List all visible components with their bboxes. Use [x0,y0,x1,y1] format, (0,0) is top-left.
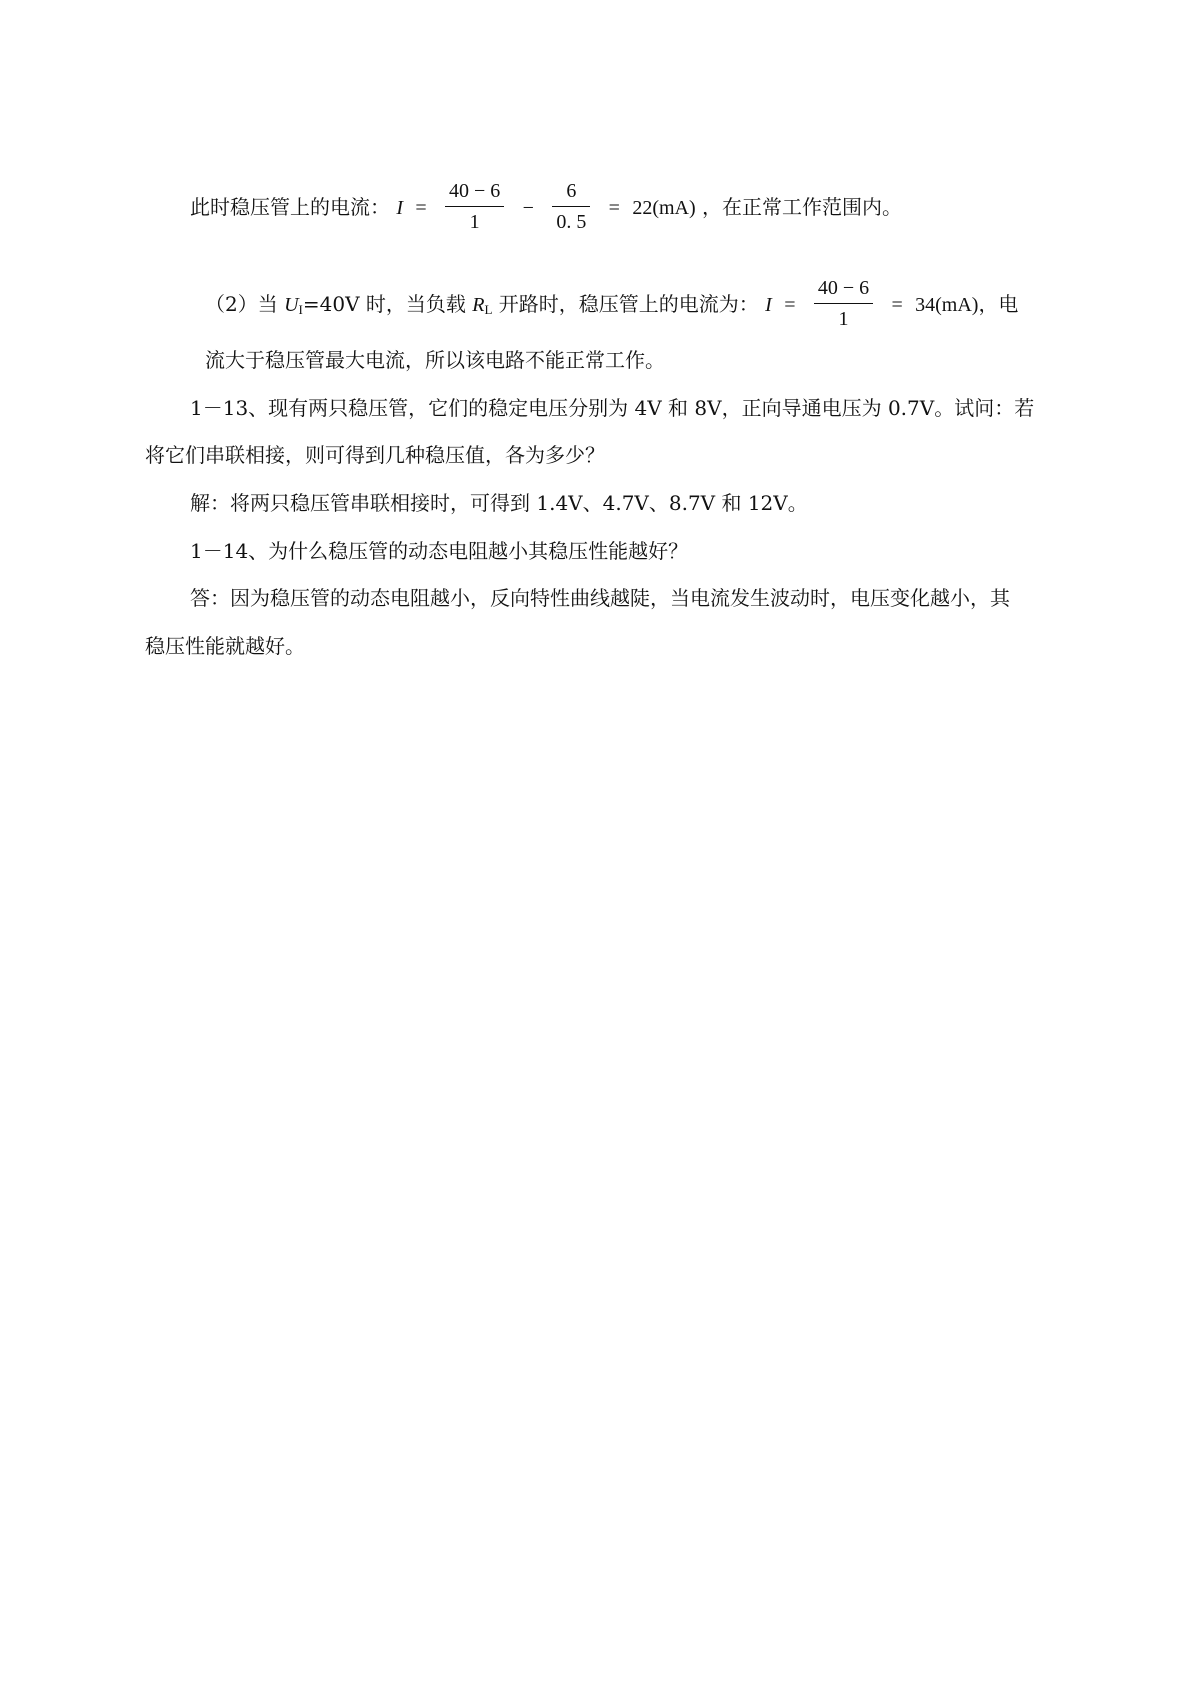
current-variable: I [765,294,772,316]
equation-2-part-2: =40V 时，当负载 [302,292,473,316]
equals-sign: = [784,294,796,316]
text-line-4: 1－13、现有两只稳压管，它们的稳定电压分别为 4V 和 8V，正向导通电压为 0.7V。试问：若 [190,396,1035,420]
equation-1-suffix: ，在正常工作范围内。 [702,195,902,219]
equation-2-suffix: ，电 [978,292,1019,316]
load-variable: R [472,294,485,316]
voltage-subscript: I [298,302,303,317]
fraction-2-denominator: 0. 5 [556,211,587,233]
equation-line-1 [190,178,902,239]
fraction-1-numerator: 40 − 6 [445,176,504,207]
fraction-2 [552,176,590,237]
current-variable: I [396,197,404,219]
text-line-9: 稳压性能就越好。 [145,634,305,658]
equals-sign: = [608,197,620,219]
voltage-variable: U [284,294,299,316]
fraction-1 [445,176,504,237]
fraction-3-numerator: 40 − 6 [814,273,873,304]
equation-2-result: 34(mA) [915,294,979,316]
fraction-1-denominator: 1 [469,211,480,233]
fraction-3-denominator: 1 [838,308,849,330]
minus-sign: − [522,197,534,219]
text-line-8: 答：因为稳压管的动态电阻越小，反向特性曲线越陡，当电流发生波动时，电压变化越小，其 [190,586,1010,610]
text-line-6: 解：将两只稳压管串联相接时，可得到 1.4V、4.7V、8.7V 和 12V。 [190,491,808,515]
equation-2-part-3: 开路时，稳压管上的电流为： [492,292,759,316]
equation-2-part-1: （2）当 [205,292,285,316]
text-line-7: 1－14、为什么稳压管的动态电阻越小其稳压性能越好？ [190,539,689,563]
equation-1-prefix: 此时稳压管上的电流： [190,195,390,219]
equals-sign: = [891,294,903,316]
equation-line-2 [205,275,1018,336]
load-subscript: L [484,302,493,317]
fraction-3 [814,273,873,334]
equals-sign: = [415,197,427,219]
equation-1-result: 22(mA) [632,197,696,219]
text-line-5: 将它们串联相接，则可得到几种稳压值，各为多少？ [145,443,605,467]
text-line-3: 流大于稳压管最大电流，所以该电路不能正常工作。 [205,348,665,372]
fraction-2-numerator: 6 [552,176,590,207]
